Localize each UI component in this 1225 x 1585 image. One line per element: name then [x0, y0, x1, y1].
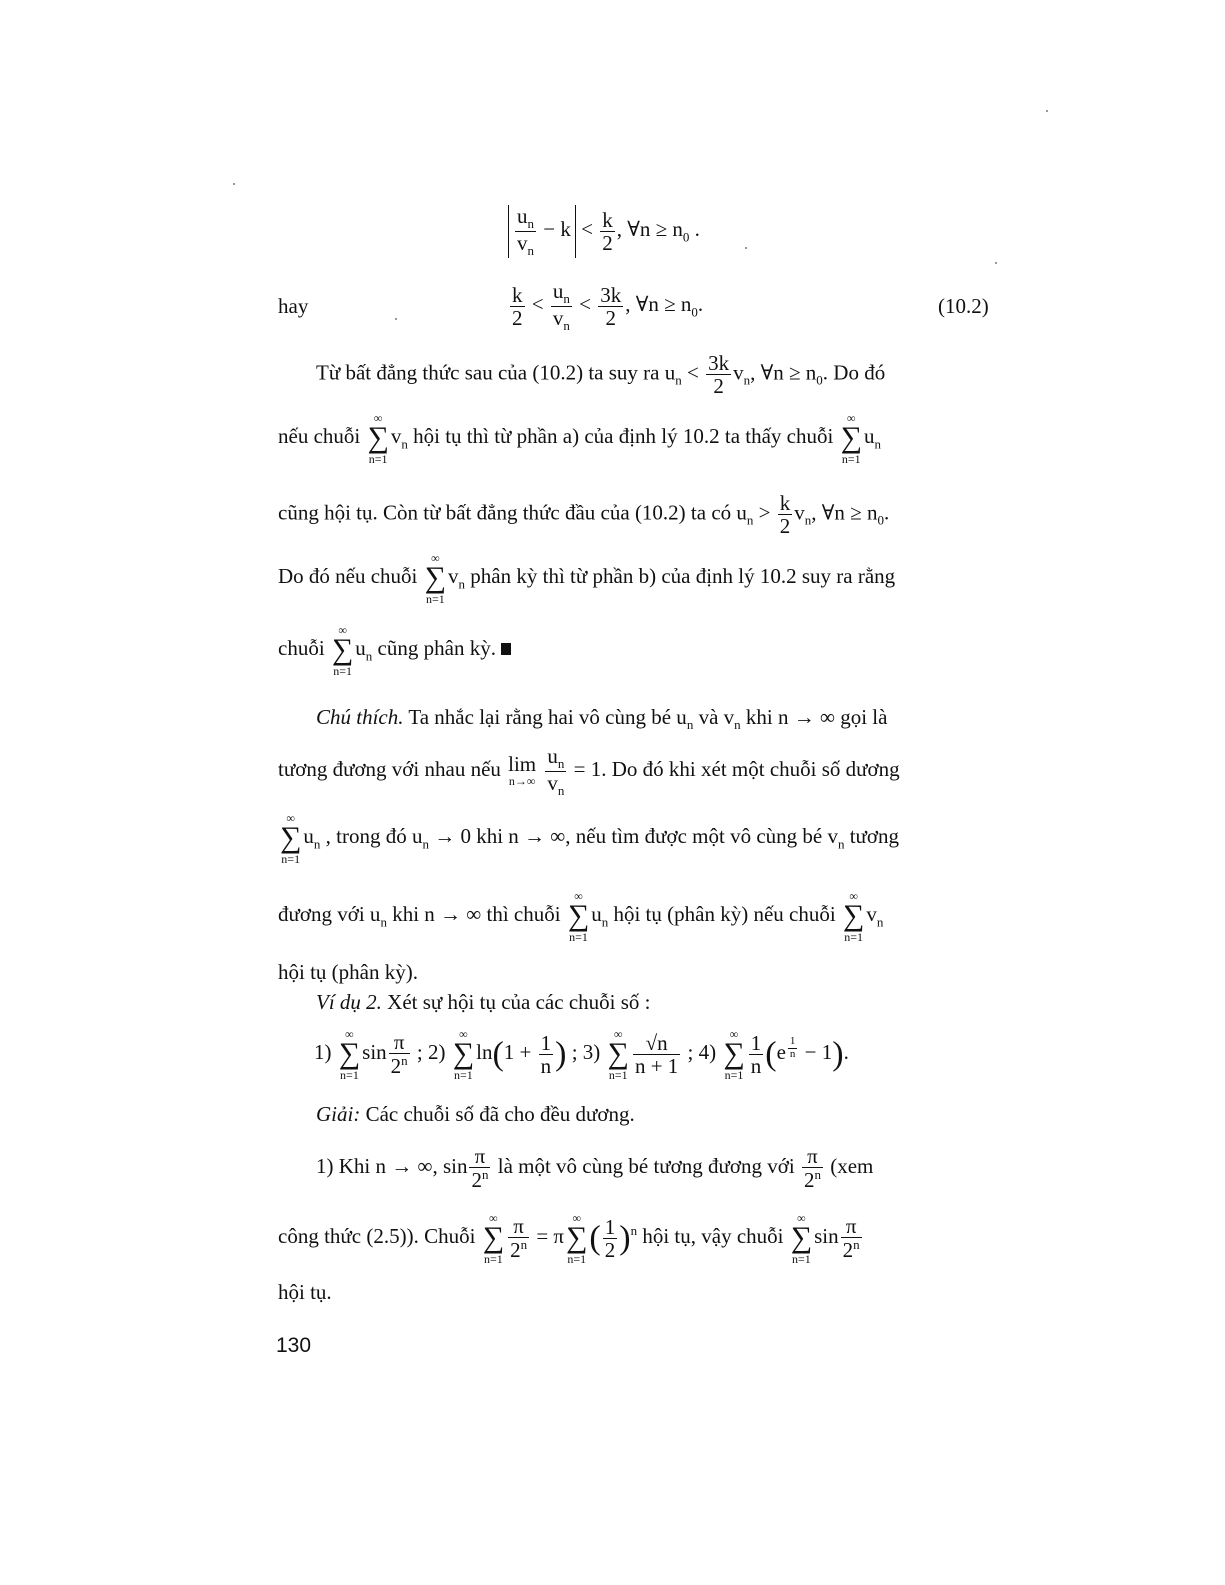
page-number: 130	[276, 1334, 312, 1357]
para1-line5: chuỗi ∞ ∑ n=1 $u_n$ cũng phân kỳ.	[278, 624, 1018, 677]
end-of-proof-icon	[501, 643, 511, 655]
note-line4: đương với $u_n$ khi n → ∞ thì chuỗi ∞ ∑ n=1 $u_n$ hội tụ (phân kỳ) nếu chuỗi ∞ ∑ n=1 $v_n$	[278, 889, 884, 944]
note-line1: Chú thích. Ta nhắc lại rằng hai vô cùng bé $u_n$ và $v_n$ khi n → ∞ gọi là	[316, 705, 888, 733]
para1-line3: cũng hội tụ. Còn từ bất đẳng thức đầu của (10.2) ta có $u_n$ > $\frac{k}{2}$ $v_n$, ∀n ≥ $n_0$.	[278, 491, 890, 539]
inequality-10-2: $\frac{k}{2}$ < $\frac{u_n}{v_n}$ < $\frac{3k}{2}$ , ∀n ≥ $n_0$.	[512, 279, 704, 334]
equation-number: (10.2)	[938, 294, 989, 318]
solution-line1: 1) Khi n → ∞, sin $\frac{\pi}{2^n}$ là một vô cùng bé tương đương với $\frac{\pi}{2^n}$ (xem	[316, 1144, 874, 1193]
note-line2: tương đương với nhau nếu lim n→∞ $\frac{u_n}{v_n}$ = 1. Do đó khi xét một chuỗi số dương	[278, 744, 900, 799]
solution-heading: Giải: Các chuỗi số đã cho đều dương.	[316, 1102, 635, 1126]
scan-speck	[395, 318, 397, 320]
scan-speck	[745, 247, 747, 249]
note-line5: hội tụ (phân kỳ).	[278, 960, 418, 984]
scan-speck	[995, 262, 997, 264]
para1-line2: nếu chuỗi ∞ ∑ n=1 $v_n$ hội tụ thì từ phần a) của định lý 10.2 ta thấy chuỗi ∞ ∑ n=1 $u_n$	[278, 411, 881, 466]
solution-line2: công thức (2.5)). Chuỗi ∞ ∑ n=1 $\frac{\pi}{2^n}$ = π ∞ ∑ n=1 ( $\frac{1}{2}$ )$^n$ hội tụ, vậy chuỗi ∞ ∑ n=1 sin $\frac{\pi}{2^n}$	[278, 1211, 860, 1266]
scan-speck	[1046, 110, 1048, 112]
para1-line4: Do đó nếu chuỗi ∞ ∑ n=1 $v_n$ phân kỳ thì từ phần b) của định lý 10.2 suy ra rằng	[278, 551, 896, 606]
example-series-list: 1) ∞ ∑ n=1 sin $\frac{\pi}{2^n}$ ; 2) ∞ ∑ n=1 ln(1 + $\frac{1}{n}$ ) ; 3) ∞ ∑ n=1 $\frac{√n}{n + 1}$ ; 4) ∞ ∑ n=1 $\frac{1}{n}$ (e $^{\frac{1}{n}}$ − 1).	[314, 1027, 849, 1082]
scan-speck	[233, 183, 235, 185]
note-line3: ∞ ∑ n=1 $u_n$ , trong đó $u_n \to 0$ khi n → ∞, nếu tìm được một vô cùng bé $v_n$ tương	[280, 811, 900, 866]
para1-line1: Từ bất đẳng thức sau của (10.2) ta suy ra $u_n$ < $\frac{3k}{2}$ $v_n$, ∀n ≥ $n_0$. Do đó	[316, 351, 886, 399]
solution-line3: hội tụ.	[278, 1280, 332, 1304]
label-hay: hay	[278, 294, 309, 318]
inequality-abs: $\frac{u_n}{v_n}$ − k < $\frac{k}{2}$ , ∀n ≥ $n_0$ .	[508, 205, 808, 258]
example-heading: Ví dụ 2. Xét sự hội tụ của các chuỗi số :	[316, 990, 651, 1014]
